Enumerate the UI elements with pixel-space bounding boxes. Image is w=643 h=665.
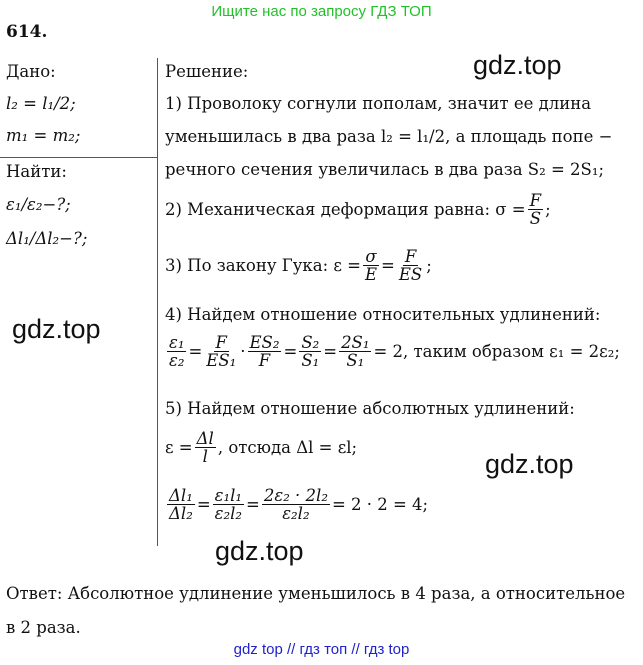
watermark: gdz.top	[12, 314, 101, 344]
step-1-line-a: 1) Проволоку согнули пополам, значит ее длина	[165, 94, 592, 113]
find-strain-ratio: ε₁/ε₂−?;	[6, 195, 71, 214]
find-header: Найти:	[6, 162, 67, 181]
step-5-heading: 5) Найдем отношение абсолютных удлинений:	[165, 399, 575, 418]
step-4-equation: $\frac{\text{ε₁}}{\text{ε₂}}$ = $\frac{F}{\text{ES₁}}$ · $\frac{\text{ES₂}}{F}$ = $\frac{\text{S₂}}{\text{S₁}}$ = $\frac{\text{2S₁}}{\text{S₁}}$ = 2, таким образом ε₁ = 2ε₂;	[169, 333, 620, 371]
step-5-strain: ε = $\frac{\Delta l}{l}$ , отсюда Δl = εl;	[165, 429, 358, 467]
watermark: gdz.top	[215, 536, 304, 566]
stress-fraction: $\frac{F}{S}$	[529, 191, 542, 229]
given-length: l₂ = l₁/2;	[6, 94, 76, 113]
column-divider	[157, 58, 158, 546]
watermark: gdz.top	[473, 50, 562, 80]
watermark: gdz.top	[485, 449, 574, 479]
bottom-banner[interactable]: gdz top // гдз топ // гдз top	[233, 641, 410, 658]
problem-number: 614.	[6, 22, 48, 42]
find-elongation-ratio: Δl₁/Δl₂−?;	[6, 229, 88, 248]
given-header: Дано:	[6, 62, 56, 81]
step-1-line-b: уменьшилась в два раза l₂ = l₁/2, а площадь попе −	[165, 127, 613, 146]
answer-line-1: Ответ: Абсолютное удлинение уменьшилось в 4 раза, а относительное	[6, 584, 626, 603]
step-3: 3) По закону Гука: ε = $\frac{\sigma}{E}$ = $\frac{F}{ES}$ ;	[165, 247, 432, 285]
step-2: 2) Механическая деформация равна: σ = $\frac{F}{S}$ ;	[165, 191, 551, 229]
answer-line-2: в 2 раза.	[6, 618, 81, 637]
step-5-equation: $\frac{\text{Δl₁}}{\text{Δl₂}}$ = $\frac{\text{ε₁l₁}}{\text{ε₂l₂}}$ = $\frac{\text{2ε₂ · 2l₂}}{\text{ε₂l₂}}$ = 2 · 2 = 4;	[169, 486, 429, 524]
given-mass: m₁ = m₂;	[6, 126, 81, 145]
step-1-line-c: речного сечения увеличилась в два раза S₂ = 2S₁;	[165, 160, 605, 179]
step-4-heading: 4) Найдем отношение относительных удлинений:	[165, 305, 601, 324]
top-banner: Ищите нас по запросу ГДЗ ТОП	[211, 3, 432, 20]
solution-header: Решение:	[165, 62, 249, 81]
given-divider	[0, 157, 157, 158]
